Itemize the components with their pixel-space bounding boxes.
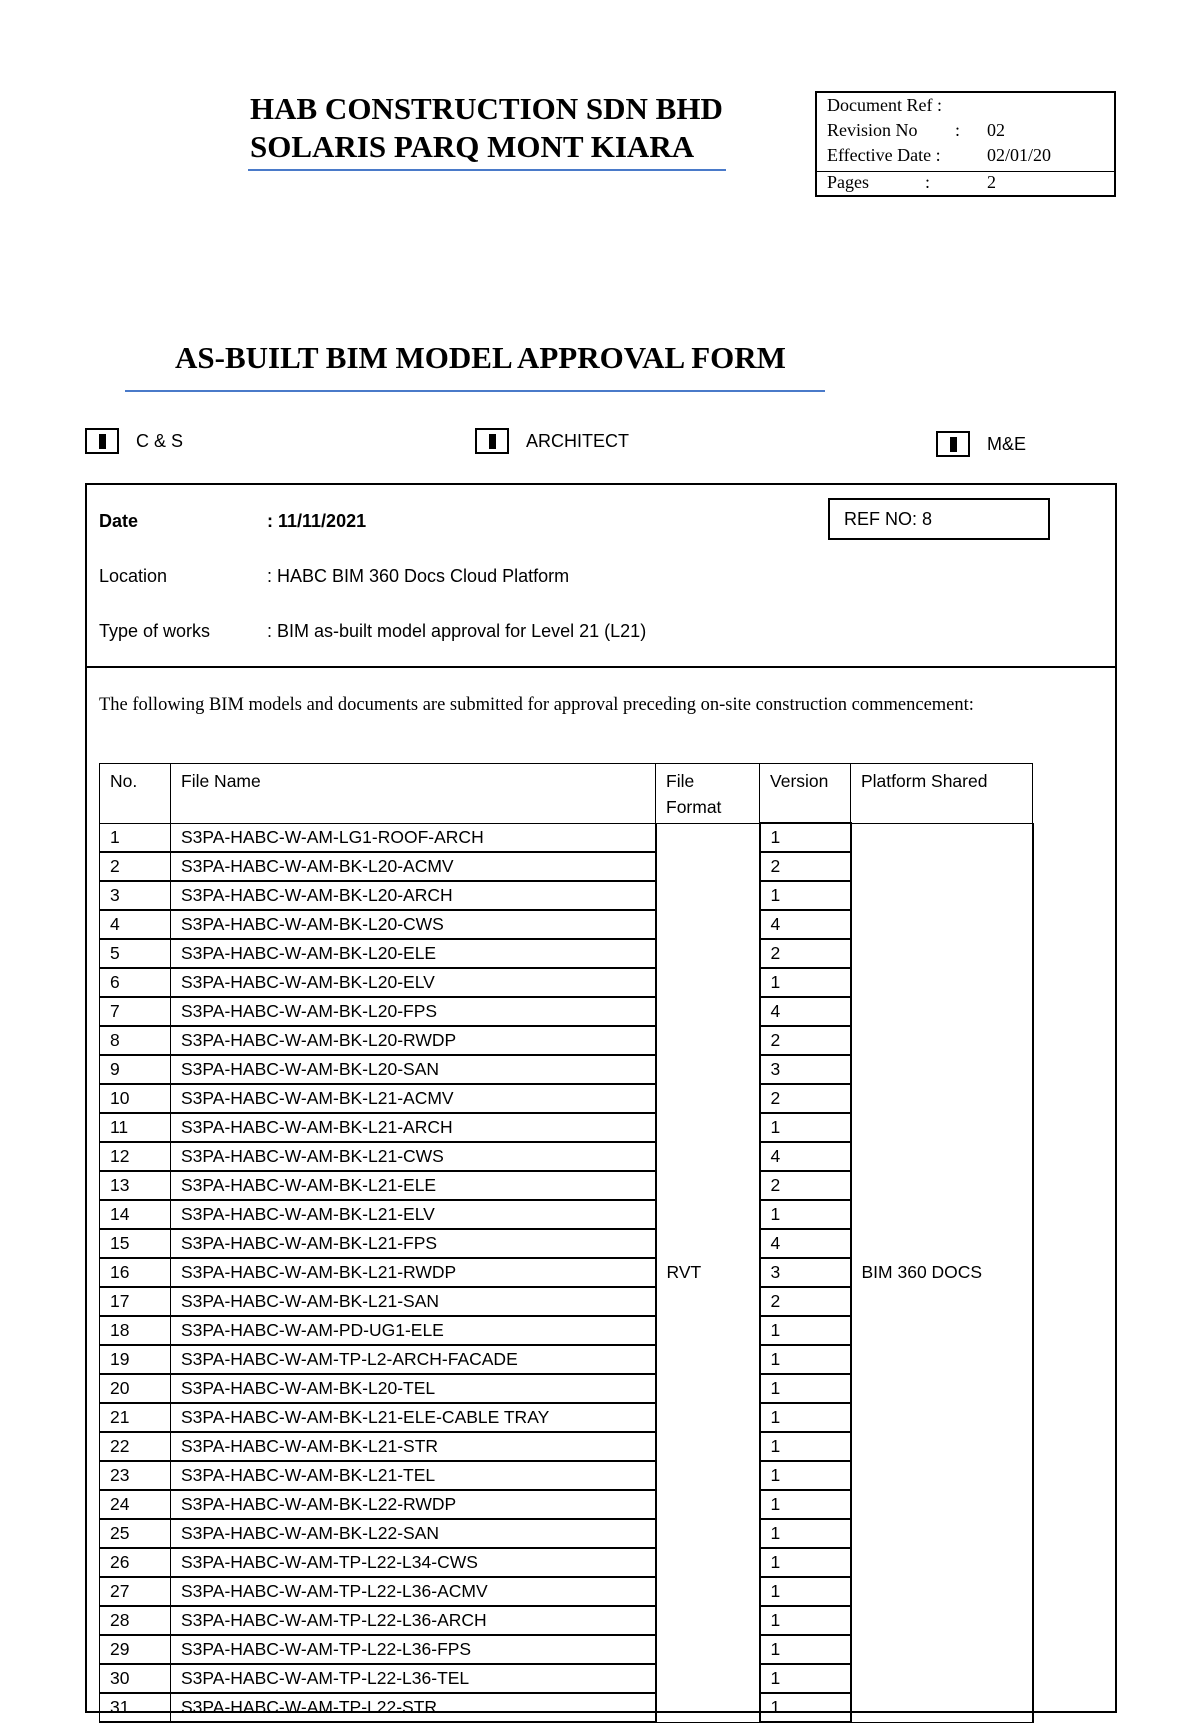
header-version: Version xyxy=(760,764,851,824)
version-cell: 1 xyxy=(760,1461,851,1490)
document-reference-box xyxy=(815,91,1116,197)
file-name-cell: S3PA-HABC-W-AM-BK-L21-ACMV xyxy=(171,1084,656,1113)
row-number: 24 xyxy=(100,1490,171,1519)
cs-label: C & S xyxy=(136,430,184,451)
row-number: 9 xyxy=(100,1055,171,1084)
pages-value: 2 xyxy=(987,172,996,192)
file-name-cell: S3PA-HABC-W-AM-BK-L21-CWS xyxy=(171,1142,656,1171)
row-number: 13 xyxy=(100,1171,171,1200)
ref-no-box: REF NO: 8 xyxy=(828,498,1050,540)
file-name-cell: S3PA-HABC-W-AM-PD-UG1-ELE xyxy=(171,1316,656,1345)
row-number: 18 xyxy=(100,1316,171,1345)
version-cell: 1 xyxy=(760,1200,851,1229)
architect-label: ARCHITECT xyxy=(526,430,629,451)
version-cell: 3 xyxy=(760,1055,851,1084)
type-of-works-label: Type of works xyxy=(99,621,211,641)
effective-date-row xyxy=(827,145,1052,166)
discipline-cs[interactable] xyxy=(85,428,183,454)
file-name-cell: S3PA-HABC-W-AM-BK-L21-ELV xyxy=(171,1200,656,1229)
row-number: 28 xyxy=(100,1606,171,1635)
version-cell: 2 xyxy=(760,1026,851,1055)
document-ref-label: Document Ref : xyxy=(827,95,942,115)
row-number: 6 xyxy=(100,968,171,997)
type-of-works-value: : BIM as-built model approval for Level 21 (L21) xyxy=(267,621,647,641)
row-number: 2 xyxy=(100,852,171,881)
file-name-cell: S3PA-HABC-W-AM-BK-L20-FPS xyxy=(171,997,656,1026)
date-label: Date xyxy=(99,511,139,531)
version-cell: 1 xyxy=(760,1606,851,1635)
location-row xyxy=(99,566,569,587)
row-number: 12 xyxy=(100,1142,171,1171)
file-name-cell: S3PA-HABC-W-AM-TP-L22-STR xyxy=(171,1693,656,1722)
file-name-cell: S3PA-HABC-W-AM-BK-L21-ARCH xyxy=(171,1113,656,1142)
version-cell: 3 xyxy=(760,1258,851,1287)
row-number: 31 xyxy=(100,1693,171,1722)
file-name-cell: S3PA-HABC-W-AM-LG1-ROOF-ARCH xyxy=(171,823,656,852)
row-number: 29 xyxy=(100,1635,171,1664)
version-cell: 1 xyxy=(760,1519,851,1548)
version-cell: 1 xyxy=(760,1432,851,1461)
file-name-cell: S3PA-HABC-W-AM-BK-L20-ELV xyxy=(171,968,656,997)
version-cell: 1 xyxy=(760,1345,851,1374)
header-platform-shared: Platform Shared xyxy=(851,764,1033,824)
file-name-cell: S3PA-HABC-W-AM-BK-L20-RWDP xyxy=(171,1026,656,1055)
file-table xyxy=(99,763,1034,1723)
discipline-me[interactable] xyxy=(936,431,1026,457)
version-cell: 1 xyxy=(760,1664,851,1693)
version-cell: 1 xyxy=(760,1403,851,1432)
table-header-row xyxy=(100,764,1033,824)
version-cell: 1 xyxy=(760,1577,851,1606)
company-underline xyxy=(248,169,726,171)
file-name-cell: S3PA-HABC-W-AM-TP-L22-L36-FPS xyxy=(171,1635,656,1664)
file-name-cell: S3PA-HABC-W-AM-BK-L20-SAN xyxy=(171,1055,656,1084)
file-name-cell: S3PA-HABC-W-AM-BK-L21-SAN xyxy=(171,1287,656,1316)
file-name-cell: S3PA-HABC-W-AM-BK-L22-SAN xyxy=(171,1519,656,1548)
header-file-name: File Name xyxy=(171,764,656,824)
form-title: AS-BUILT BIM MODEL APPROVAL FORM xyxy=(175,340,786,375)
version-cell: 1 xyxy=(760,881,851,910)
pages-label: Pages xyxy=(827,172,869,192)
file-name-cell: S3PA-HABC-W-AM-BK-L21-STR xyxy=(171,1432,656,1461)
file-name-cell: S3PA-HABC-W-AM-TP-L22-L36-ARCH xyxy=(171,1606,656,1635)
check-mark-icon xyxy=(950,437,957,452)
file-name-cell: S3PA-HABC-W-AM-BK-L20-ACMV xyxy=(171,852,656,881)
file-name-cell: S3PA-HABC-W-AM-TP-L2-ARCH-FACADE xyxy=(171,1345,656,1374)
file-name-cell: S3PA-HABC-W-AM-TP-L22-L36-ACMV xyxy=(171,1577,656,1606)
table-row xyxy=(100,823,1033,852)
file-name-cell: S3PA-HABC-W-AM-BK-L20-CWS xyxy=(171,910,656,939)
file-name-cell: S3PA-HABC-W-AM-BK-L21-TEL xyxy=(171,1461,656,1490)
row-number: 19 xyxy=(100,1345,171,1374)
version-cell: 1 xyxy=(760,1548,851,1577)
row-number: 8 xyxy=(100,1026,171,1055)
version-cell: 4 xyxy=(760,1142,851,1171)
row-number: 23 xyxy=(100,1461,171,1490)
type-of-works-row xyxy=(99,621,646,642)
location-label: Location xyxy=(99,566,168,586)
file-name-cell: S3PA-HABC-W-AM-BK-L22-RWDP xyxy=(171,1490,656,1519)
version-cell: 1 xyxy=(760,1635,851,1664)
header-no: No. xyxy=(100,764,171,824)
row-number: 5 xyxy=(100,939,171,968)
version-cell: 1 xyxy=(760,1693,851,1722)
row-number: 30 xyxy=(100,1664,171,1693)
row-number: 14 xyxy=(100,1200,171,1229)
row-number: 4 xyxy=(100,910,171,939)
file-name-cell: S3PA-HABC-W-AM-BK-L21-ELE xyxy=(171,1171,656,1200)
file-name-cell: S3PA-HABC-W-AM-BK-L21-ELE-CABLE TRAY xyxy=(171,1403,656,1432)
discipline-architect[interactable] xyxy=(475,428,629,454)
header-file-format: File Format xyxy=(656,764,760,824)
row-number: 27 xyxy=(100,1577,171,1606)
table-body xyxy=(100,823,1033,1722)
revision-value: 02 xyxy=(987,120,1005,140)
version-cell: 1 xyxy=(760,1374,851,1403)
file-name-cell: S3PA-HABC-W-AM-BK-L21-RWDP xyxy=(171,1258,656,1287)
version-cell: 4 xyxy=(760,997,851,1026)
architect-checkbox[interactable] xyxy=(475,428,509,454)
version-cell: 4 xyxy=(760,1229,851,1258)
form-panel xyxy=(85,483,1117,1717)
version-cell: 2 xyxy=(760,852,851,881)
row-number: 20 xyxy=(100,1374,171,1403)
version-cell: 1 xyxy=(760,1316,851,1345)
row-number: 10 xyxy=(100,1084,171,1113)
row-number: 1 xyxy=(100,823,171,852)
version-cell: 2 xyxy=(760,1287,851,1316)
revision-label: Revision No xyxy=(827,120,918,140)
version-cell: 2 xyxy=(760,1084,851,1113)
version-cell: 2 xyxy=(760,939,851,968)
row-number: 25 xyxy=(100,1519,171,1548)
pages-row: Pages : 2 xyxy=(827,172,996,192)
file-name-cell: S3PA-HABC-W-AM-BK-L20-TEL xyxy=(171,1374,656,1403)
version-cell: 4 xyxy=(760,910,851,939)
file-name-cell: S3PA-HABC-W-AM-BK-L21-FPS xyxy=(171,1229,656,1258)
version-cell: 1 xyxy=(760,968,851,997)
panel-divider xyxy=(87,666,1115,668)
date-row xyxy=(99,511,366,532)
intro-text: The following BIM models and documents are submitted for approval preceding on-site construction commencement: xyxy=(99,695,974,715)
check-mark-icon xyxy=(489,434,496,449)
title-underline xyxy=(125,390,825,392)
version-cell: 1 xyxy=(760,1490,851,1519)
file-name-cell: S3PA-HABC-W-AM-TP-L22-L34-CWS xyxy=(171,1548,656,1577)
check-mark-icon xyxy=(99,434,106,449)
row-number: 15 xyxy=(100,1229,171,1258)
file-format-cell: RVT xyxy=(656,823,760,1722)
row-number: 22 xyxy=(100,1432,171,1461)
file-name-cell: S3PA-HABC-W-AM-TP-L22-L36-TEL xyxy=(171,1664,656,1693)
cs-checkbox[interactable] xyxy=(85,428,119,454)
row-number: 7 xyxy=(100,997,171,1026)
row-number: 3 xyxy=(100,881,171,910)
date-value: : 11/11/2021 xyxy=(267,511,367,531)
me-label: M&E xyxy=(987,433,1027,454)
row-number: 17 xyxy=(100,1287,171,1316)
location-value: : HABC BIM 360 Docs Cloud Platform xyxy=(267,566,570,586)
company-header xyxy=(250,90,730,166)
version-cell: 2 xyxy=(760,1171,851,1200)
row-number: 21 xyxy=(100,1403,171,1432)
row-number: 26 xyxy=(100,1548,171,1577)
me-checkbox[interactable] xyxy=(936,431,970,457)
row-number: 16 xyxy=(100,1258,171,1287)
effective-date-value: 02/01/20 xyxy=(987,145,1052,165)
version-cell: 1 xyxy=(760,823,851,852)
effective-date-label: Effective Date : xyxy=(827,145,941,165)
platform-shared-cell: BIM 360 DOCS xyxy=(851,823,1033,1722)
company-name: HAB CONSTRUCTION SDN BHD xyxy=(250,91,723,126)
revision-row: Revision No : 02 xyxy=(827,120,1005,140)
project-name: SOLARIS PARQ MONT KIARA xyxy=(250,129,695,164)
file-name-cell: S3PA-HABC-W-AM-BK-L20-ELE xyxy=(171,939,656,968)
row-number: 11 xyxy=(100,1113,171,1142)
file-name-cell: S3PA-HABC-W-AM-BK-L20-ARCH xyxy=(171,881,656,910)
version-cell: 1 xyxy=(760,1113,851,1142)
